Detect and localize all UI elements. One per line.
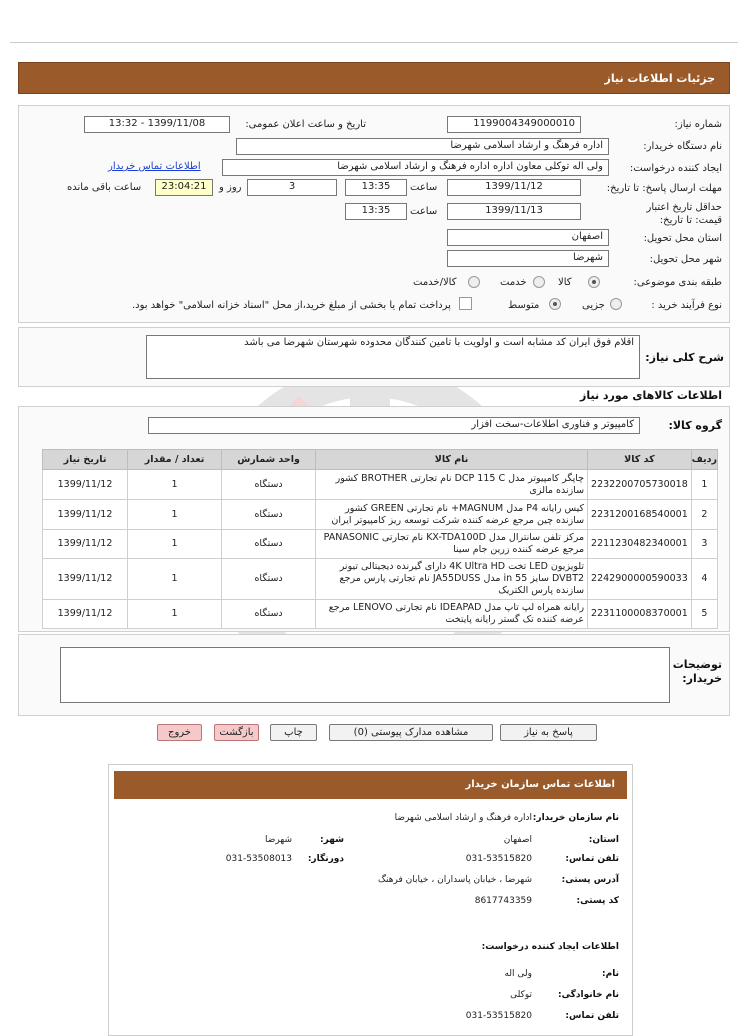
item-code: 2231100008370001	[588, 600, 692, 629]
need-number-field: 1199004349000010	[447, 116, 581, 133]
creator-family-label: نام خانوادگی:	[557, 990, 619, 1000]
remaining-label: ساعت باقی مانده	[67, 182, 142, 193]
contact-info-link[interactable]: اطلاعات تماس خریدار	[108, 161, 201, 172]
row-index: 2	[691, 500, 717, 530]
need-number-label: شماره نیاز:	[674, 119, 722, 130]
creator-info-title: اطلاعات ایجاد کننده درخواست:	[481, 942, 619, 952]
category-radio-goods[interactable]	[588, 276, 600, 288]
days-field: 3	[247, 179, 337, 196]
item-name: کیس رایانه P4 مدل MAGNUM+ نام تجارتی GREEN کشور سازنده چین مرجع عرضه کننده شرکت توسعه ریز کامپیوتر ایران	[316, 500, 588, 530]
item-name: چاپگر کامپیوتر مدل DCP 115 C نام تجارتی BROTHER کشور سازنده مالزی	[316, 470, 588, 500]
contact-province-label: استان:	[588, 835, 619, 845]
city-label: شهر محل تحویل:	[649, 254, 722, 265]
province-field: اصفهان	[447, 229, 609, 246]
contact-province-value: اصفهان	[503, 835, 532, 845]
purchase-minor-label: جزیی	[582, 300, 605, 311]
purchase-type-label: نوع فرآیند خرید :	[651, 300, 722, 311]
table-row	[43, 600, 718, 629]
goods-group-field: کامپیوتر و فناوری اطلاعات-سخت افزار	[148, 417, 640, 434]
col-code: کد کالا	[588, 450, 692, 470]
announce-label: تاریخ و ساعت اعلان عمومی:	[245, 119, 366, 130]
remaining-time-field: 23:04:21	[155, 179, 213, 196]
buyer-notes-label: توضیحات خریدار:	[672, 658, 722, 685]
category-both-label: کالا/خدمت	[413, 277, 457, 288]
contact-postal-value: 8617743359	[474, 896, 532, 906]
city-field: شهرضا	[447, 250, 609, 267]
reply-button[interactable]: پاسخ به نیاز	[500, 724, 597, 741]
purchase-radio-medium[interactable]	[549, 298, 561, 310]
contact-fax-value: 031-53508013	[225, 854, 292, 864]
item-unit: دستگاه	[222, 530, 316, 559]
item-name: مرکز تلفن سانترال مدل KX-TDA100D نام تجارتی PANASONIC مرجع عرضه کننده زرین جام سینا	[316, 530, 588, 559]
col-date: تاریخ نیاز	[43, 450, 128, 470]
reply-deadline-label: مهلت ارسال پاسخ: تا تاریخ:	[606, 183, 722, 194]
item-unit: دستگاه	[222, 600, 316, 629]
col-unit: واحد شمارش	[222, 450, 316, 470]
item-qty: 1	[128, 470, 222, 500]
table-row	[43, 470, 718, 500]
item-date: 1399/11/12	[43, 470, 128, 500]
price-valid-label: حداقل تاریخ اعتبار قیمت: تا تاریخ:	[646, 202, 722, 226]
item-unit: دستگاه	[222, 470, 316, 500]
contact-address-label: آدرس پستی:	[561, 875, 619, 885]
category-label: طبقه بندی موضوعی:	[633, 277, 722, 288]
item-qty: 1	[128, 530, 222, 559]
buyer-org-label: نام دستگاه خریدار:	[643, 141, 722, 152]
reply-date-field: 1399/11/12	[447, 179, 581, 196]
item-qty: 1	[128, 600, 222, 629]
buyer-contact-card	[108, 764, 633, 1036]
treasury-checkbox[interactable]	[459, 297, 472, 310]
category-goods-label: کالا	[558, 277, 572, 288]
item-name: تلویزیون LED تخت 4K Ultra HD دارای گیرنده دیجیتالی تیونر DVBT2 سایز 55 in مدل JA55DUSS نام تجارتی پارس مرجع سازنده پارس الکتریک	[316, 559, 588, 600]
contact-card-header	[114, 771, 627, 799]
page-header	[18, 62, 730, 94]
reply-time-label: ساعت	[410, 182, 438, 193]
item-code: 2242900000590033	[588, 559, 692, 600]
contact-phone-value: 031-53515820	[465, 854, 532, 864]
item-code: 2231200168540001	[588, 500, 692, 530]
days-label: روز و	[219, 182, 242, 193]
col-name: نام کالا	[316, 450, 588, 470]
creator-name-value: ولی اله	[504, 969, 532, 979]
top-divider	[10, 42, 738, 43]
row-index: 4	[691, 559, 717, 600]
item-unit: دستگاه	[222, 500, 316, 530]
contact-org-label: نام سازمان خریدار:	[532, 813, 619, 823]
contact-card-title: اطلاعات تماس سازمان خریدار	[465, 779, 615, 790]
purchase-medium-label: متوسط	[508, 300, 540, 311]
province-label: استان محل تحویل:	[643, 233, 722, 244]
contact-org-value: اداره فرهنگ و ارشاد اسلامی شهرضا	[394, 813, 532, 823]
back-button[interactable]: بازگشت	[214, 724, 259, 741]
creator-family-value: توکلی	[510, 990, 532, 1000]
goods-table-header	[43, 450, 718, 470]
contact-postal-label: کد پستی:	[576, 896, 619, 906]
col-row: ردیف	[691, 450, 717, 470]
item-name: رایانه همراه لپ تاپ مدل IDEAPAD نام تجارتی LENOVO مرجع عرضه کننده تک گستر رایانه پایتخت	[316, 600, 588, 629]
summary-label: شرح کلی نیاز:	[645, 351, 724, 364]
category-radio-both[interactable]	[468, 276, 480, 288]
contact-phone-label: تلفن تماس:	[565, 854, 619, 864]
creator-phone-value: 031-53515820	[465, 1011, 532, 1021]
price-time-field: 13:35	[345, 203, 407, 220]
item-date: 1399/11/12	[43, 559, 128, 600]
row-index: 5	[691, 600, 717, 629]
category-service-label: خدمت	[500, 277, 527, 288]
creator-field: ولی اله توکلی معاون اداره اداره فرهنگ و ارشاد اسلامی شهرضا	[222, 159, 609, 176]
creator-name-label: نام:	[602, 969, 619, 979]
price-time-label: ساعت	[410, 206, 438, 217]
col-qty: تعداد / مقدار	[128, 450, 222, 470]
item-qty: 1	[128, 500, 222, 530]
buyer-org-field: اداره فرهنگ و ارشاد اسلامی شهرضا	[236, 138, 609, 155]
row-index: 3	[691, 530, 717, 559]
goods-section-title: اطلاعات کالاهای مورد نیاز	[580, 389, 722, 402]
table-row	[43, 500, 718, 530]
buyer-notes-field	[60, 647, 670, 703]
announce-field: 1399/11/08 - 13:32	[84, 116, 230, 133]
item-code: 2232200705730018	[588, 470, 692, 500]
exit-button[interactable]: خروج	[157, 724, 202, 741]
item-qty: 1	[128, 559, 222, 600]
payment-note: پرداخت تمام یا بخشی از مبلغ خرید،از محل "اسناد خزانه اسلامی" خواهد بود.	[132, 300, 451, 311]
contact-city-value: شهرضا	[264, 835, 292, 845]
item-date: 1399/11/12	[43, 500, 128, 530]
price-date-field: 1399/11/13	[447, 203, 581, 220]
print-button[interactable]: چاپ	[270, 724, 317, 741]
item-date: 1399/11/12	[43, 600, 128, 629]
attachments-button[interactable]: مشاهده مدارک پیوستی (0)	[329, 724, 493, 741]
creator-phone-label: تلفن تماس:	[565, 1011, 619, 1021]
goods-table	[42, 449, 718, 629]
item-code: 2211230482340001	[588, 530, 692, 559]
reply-time-field: 13:35	[345, 179, 407, 196]
category-radio-service[interactable]	[533, 276, 545, 288]
page-title: جزئیات اطلاعات نیاز	[604, 72, 715, 85]
contact-city-label: شهر:	[320, 835, 344, 845]
item-date: 1399/11/12	[43, 530, 128, 559]
contact-address-value: شهرضا ، خیابان پاسداران ، خیابان فرهنگ	[377, 875, 532, 885]
contact-fax-label: دورنگار:	[307, 854, 344, 864]
table-row	[43, 530, 718, 559]
row-index: 1	[691, 470, 717, 500]
goods-group-label: گروه کالا:	[668, 419, 722, 432]
creator-label: ایجاد کننده درخواست:	[629, 163, 722, 174]
item-unit: دستگاه	[222, 559, 316, 600]
purchase-radio-minor[interactable]	[610, 298, 622, 310]
summary-text-field: اقلام فوق ایران کد مشابه است و اولویت با تامین کنندگان محدوده شهرستان شهرضا می باشد	[146, 335, 640, 379]
table-row	[43, 559, 718, 600]
